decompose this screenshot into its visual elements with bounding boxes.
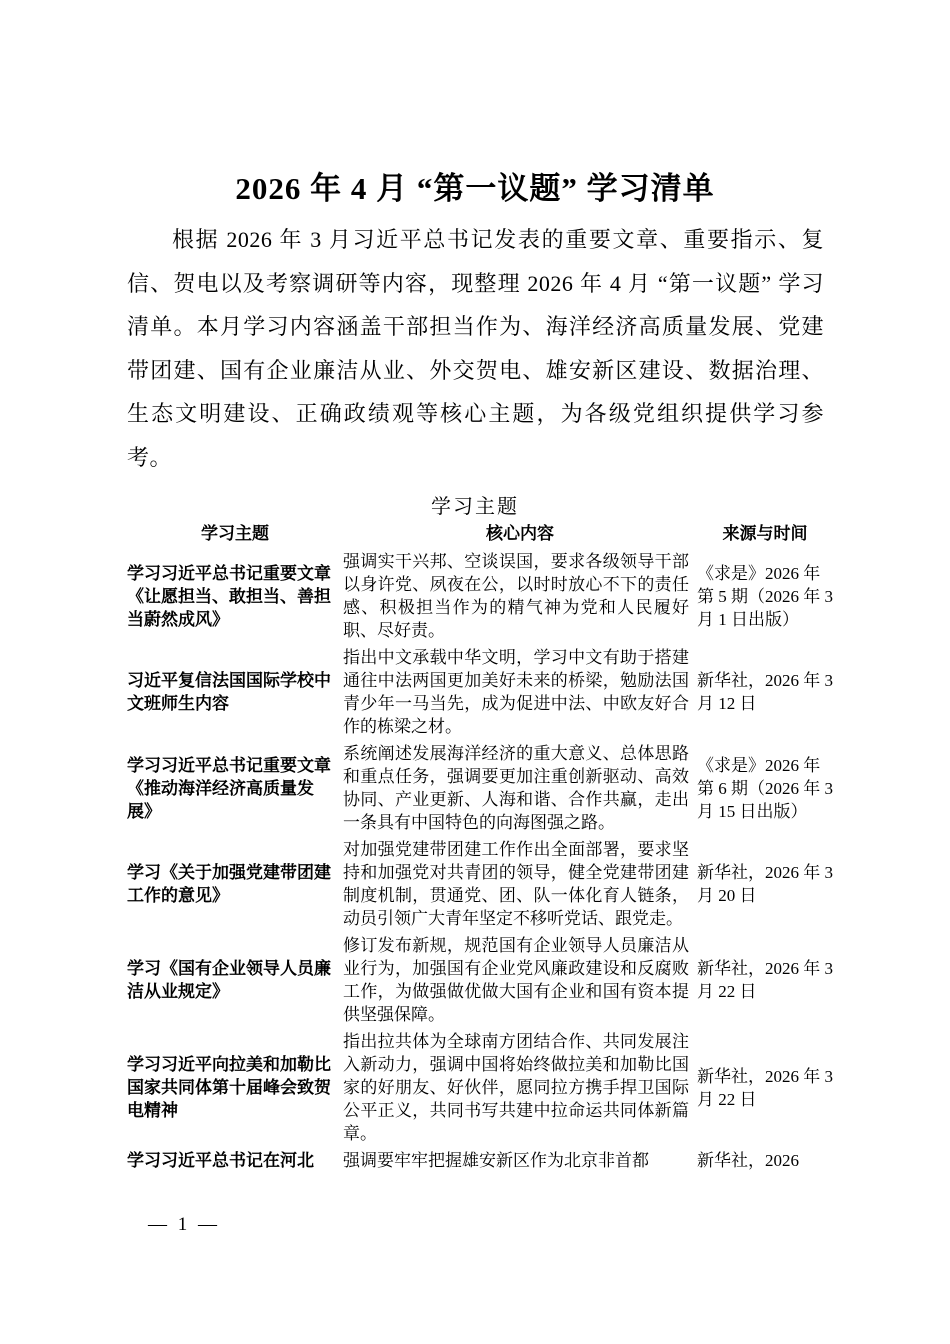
row-source-text: 《求是》2026 年第 5 期（2026 年 3 月 1 日出版）: [697, 563, 833, 629]
table-row: [127, 1147, 833, 1174]
row-content: 强调实干兴邦、空谈误国，要求各级领导干部以身许党、夙夜在公，以时时放心不下的责任感、积极担当作为的精气神为党和人民履好职、尽好责。: [343, 552, 689, 640]
row-topic-text: 习近平复信法国国际学校中文班师生内容: [127, 671, 331, 713]
row-topic-text: 学习《国有企业领导人员廉洁从业规定》: [127, 959, 331, 1001]
row-content: 指出中文承载中华文明，学习中文有助于搭建通往中法两国更加美好未来的桥梁，勉励法国青少年一马当先，成为促进中法、中欧友好合作的栋梁之材。: [343, 648, 689, 736]
row-source: [697, 1147, 833, 1174]
row-topic-text: 学习习近平向拉美和加勒比国家共同体第十届峰会致贺电精神: [127, 1055, 331, 1120]
row-source: [697, 548, 833, 644]
page-title: 2026 年 4 月 “第一议题” 学习清单: [235, 171, 715, 206]
row-content: 系统阐述发展海洋经济的重大意义、总体思路和重点任务，强调要更加注重创新驱动、高效协同、产业更新、人海和谐、合作共赢，走出一条具有中国特色的向海图强之路。: [343, 744, 689, 832]
study-table: [127, 522, 833, 1210]
row-source-text: 新华社，2026 年 3 月 12 日: [697, 671, 833, 713]
row-source: [697, 644, 833, 740]
row-topic: [127, 644, 343, 740]
row-topic-text: 学习《关于加强党建带团建工作的意见》: [127, 863, 331, 905]
row-topic: [127, 740, 343, 836]
row-content: 修订发布新规，规范国有企业领导人员廉洁从业行为，加强国有企业党风廉政建设和反腐败工作，为做强做优做大国有企业和国有资本提供坚强保障。: [343, 936, 689, 1024]
row-topic-text: 学习习近平总书记重要文章《让愿担当、敢担当、善担当蔚然成风》: [127, 563, 331, 629]
row-topic: [127, 836, 343, 932]
intro-paragraph: 根据 2026 年 3 月习近平总书记发表的重要文章、重要指示、复信、贺电以及考察调研等内容，现整理 2026 年 4 月 “第一议题” 学习清单。本月学习内容涵盖干部担当作为、海洋经济高质量发展、党建带团建、国有企业廉洁从业、外交贺电、雄安新区建设、数据治理、生态文明建设、正确政绩观等核心主题，为各级党组织提供学习参考。: [127, 227, 824, 470]
table-row: [127, 644, 833, 740]
row-content: 对加强党建带团建工作作出全面部署，要求坚持和加强党对共青团的领导，健全党建带团建制度机制，贯通党、团、队一体化育人链条，动员引领广大青年坚定不移听党话、跟党走。: [343, 840, 689, 928]
row-source: [697, 740, 833, 836]
row-source: [697, 836, 833, 932]
row-source-text: 新华社，2026 年 3 月 22 日: [697, 959, 833, 1001]
row-topic: [127, 1028, 343, 1147]
row-topic-text: 学习习近平总书记重要文章《推动海洋经济高质量发展》: [127, 755, 331, 821]
row-source-text: 新华社，2026 年 3 月 22 日: [697, 1066, 833, 1109]
row-topic-text: 学习习近平总书记在河北: [127, 1151, 314, 1170]
row-source-text: 新华社，2026: [697, 1151, 799, 1170]
table-row: [127, 836, 833, 932]
section-title: 学习主题: [431, 496, 519, 518]
table-row: [127, 932, 833, 1028]
row-source-text: 《求是》2026 年第 6 期（2026 年 3 月 15 日出版）: [697, 755, 833, 821]
page-number: — 1 —: [148, 1214, 220, 1235]
row-source: [697, 1028, 833, 1147]
header-source: 来源与时间: [722, 524, 808, 543]
table-header-row: [127, 522, 833, 546]
row-topic: [127, 932, 343, 1028]
header-topic: 学习主题: [201, 524, 269, 543]
row-topic: [127, 1147, 343, 1174]
table-row: [127, 740, 833, 836]
row-source: [697, 932, 833, 1028]
row-topic: [127, 548, 343, 644]
table-row: [127, 548, 833, 644]
table-row: [127, 1028, 833, 1147]
row-content: 强调要牢牢把握雄安新区作为北京非首都: [343, 1151, 649, 1170]
row-source-text: 新华社，2026 年 3 月 20 日: [697, 863, 833, 905]
header-content: 核心内容: [486, 524, 554, 543]
row-content: 指出拉共体为全球南方团结合作、共同发展注入新动力，强调中国将始终做拉美和加勒比国家的好朋友、好伙伴，愿同拉方携手捍卫国际公平正义，共同书写共建中拉命运共同体新篇章。: [343, 1032, 689, 1143]
